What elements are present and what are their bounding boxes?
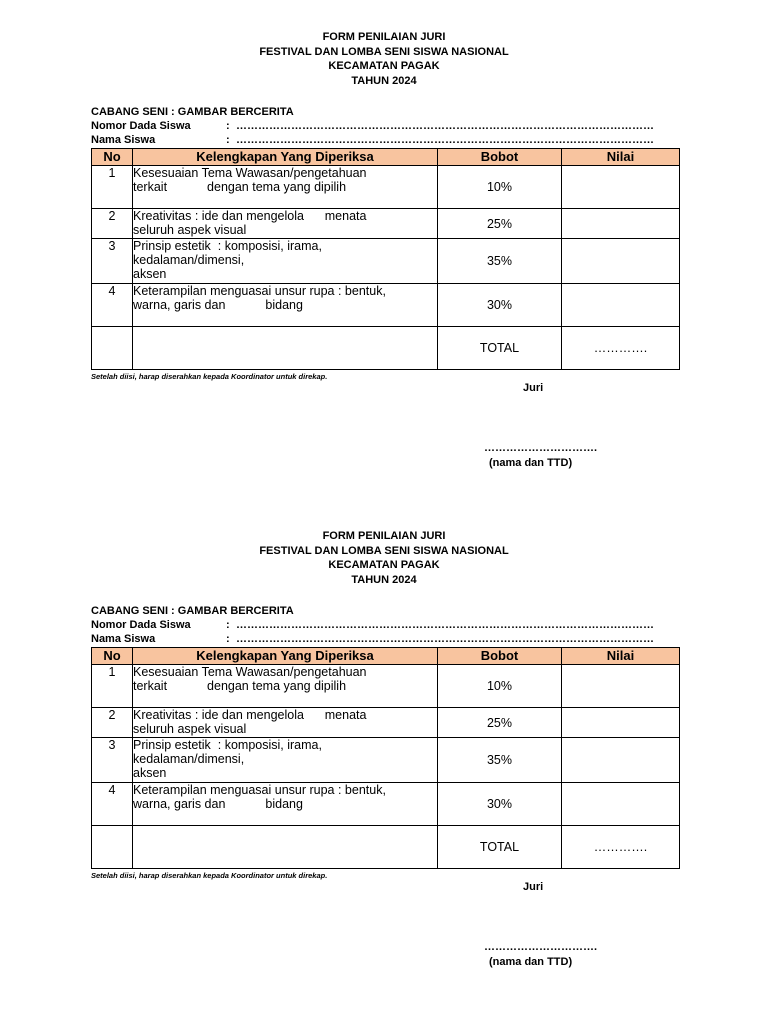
table-header-row: [92, 648, 680, 665]
criteria-line: [133, 679, 437, 693]
table-row: [92, 209, 680, 239]
total-row: [92, 826, 680, 869]
assessment-table: [91, 647, 680, 869]
criteria-line: Kesesuaian Tema Wawasan/pengetahuan: [133, 166, 367, 180]
table-row: [92, 708, 680, 738]
row-no: 3: [92, 239, 133, 284]
row-criteria: [133, 708, 438, 738]
student-name-label: Nama Siswa: [91, 134, 156, 146]
criteria-line: seluruh aspek visual: [133, 722, 247, 736]
criteria-text: terkait: [133, 180, 168, 194]
header-no: No: [92, 648, 133, 665]
row-nilai-cell[interactable]: [562, 738, 680, 783]
student-number-label: Nomor Dada Siswa: [91, 120, 191, 132]
row-nilai-cell[interactable]: [562, 783, 680, 826]
row-criteria: [133, 209, 438, 239]
colon: :: [226, 633, 230, 645]
table-row: [92, 239, 680, 284]
criteria-text: dengan tema yang dipilih: [207, 180, 347, 194]
submission-note: Setelah diisi, harap diserahkan kepada Koordinator untuk direkap.: [91, 372, 328, 381]
criteria-line: [133, 298, 437, 312]
festival-title: FESTIVAL DAN LOMBA SENI SISWA NASIONAL: [259, 544, 509, 557]
signature-caption: (nama dan TTD): [489, 956, 573, 968]
criteria-line: [133, 797, 437, 811]
signature-line[interactable]: ………………………….: [484, 941, 598, 953]
juri-label: Juri: [523, 881, 544, 893]
header-item: Kelengkapan Yang Diperiksa: [133, 149, 438, 166]
row-bobot: 25%: [438, 209, 562, 239]
criteria-text: bidang: [265, 298, 303, 312]
row-nilai-cell[interactable]: [562, 665, 680, 708]
student-number-field[interactable]: ……………………………………………………………………………………………………: [236, 120, 654, 132]
festival-title: FESTIVAL DAN LOMBA SENI SISWA NASIONAL: [259, 45, 509, 58]
row-no: 4: [92, 284, 133, 327]
criteria-line: Keterampilan menguasai unsur rupa : bentuk,: [133, 783, 386, 797]
criteria-line: Prinsip estetik : komposisi, irama,: [133, 738, 322, 752]
header-nilai: Nilai: [562, 149, 680, 166]
table-header-row: [92, 149, 680, 166]
signature-line[interactable]: ………………………….: [484, 442, 598, 454]
row-criteria: [133, 239, 438, 284]
criteria-line: Kreativitas : ide dan mengelola menata: [133, 708, 367, 722]
header-item: Kelengkapan Yang Diperiksa: [133, 648, 438, 665]
row-nilai-cell[interactable]: [562, 239, 680, 284]
header-nilai: Nilai: [562, 648, 680, 665]
table-row: [92, 284, 680, 327]
colon: :: [226, 619, 230, 631]
criteria-line: [133, 180, 437, 194]
row-bobot: 35%: [438, 239, 562, 284]
student-name-field[interactable]: ……………………………………………………………………………………………………: [236, 134, 654, 146]
art-branch: CABANG SENI : GAMBAR BERCERITA: [91, 605, 294, 617]
art-branch: CABANG SENI : GAMBAR BERCERITA: [91, 106, 294, 118]
row-no: 4: [92, 783, 133, 826]
juri-label: Juri: [523, 382, 544, 394]
row-no: 1: [92, 665, 133, 708]
table-row: [92, 738, 680, 783]
total-label: TOTAL: [438, 327, 562, 370]
row-no: 2: [92, 209, 133, 239]
total-empty-cell: [92, 826, 133, 869]
row-bobot: 30%: [438, 284, 562, 327]
criteria-line: aksen: [133, 267, 167, 281]
criteria-line: kedalaman/dimensi,: [133, 752, 245, 766]
student-number-row: [91, 119, 654, 133]
criteria-text: terkait: [133, 679, 168, 693]
student-number-field[interactable]: ……………………………………………………………………………………………………: [236, 619, 654, 631]
criteria-text: bidang: [265, 797, 303, 811]
student-name-label: Nama Siswa: [91, 633, 156, 645]
year-title: TAHUN 2024: [351, 74, 417, 87]
row-no: 1: [92, 166, 133, 209]
district-title: KECAMATAN PAGAK: [328, 60, 440, 72]
criteria-line: Prinsip estetik : komposisi, irama,: [133, 239, 322, 253]
row-nilai-cell[interactable]: [562, 708, 680, 738]
row-nilai-cell[interactable]: [562, 166, 680, 209]
row-no: 3: [92, 738, 133, 783]
colon: :: [226, 134, 230, 146]
criteria-line: Kreativitas : ide dan mengelola menata: [133, 209, 367, 223]
assessment-table: [91, 148, 680, 370]
student-number-label: Nomor Dada Siswa: [91, 619, 191, 631]
form-header: [0, 529, 768, 587]
total-row: [92, 327, 680, 370]
row-criteria: [133, 738, 438, 783]
table-row: [92, 166, 680, 209]
table-row: [92, 783, 680, 826]
form-title: FORM PENILAIAN JURI: [322, 31, 446, 43]
student-name-field[interactable]: ……………………………………………………………………………………………………: [236, 633, 654, 645]
table-row: [92, 665, 680, 708]
criteria-line: seluruh aspek visual: [133, 223, 247, 237]
student-number-row: [91, 618, 654, 632]
header-no: No: [92, 149, 133, 166]
signature-caption: (nama dan TTD): [489, 457, 573, 469]
row-criteria: [133, 166, 438, 209]
criteria-line: Kesesuaian Tema Wawasan/pengetahuan: [133, 665, 367, 679]
criteria-line: kedalaman/dimensi,: [133, 253, 245, 267]
row-nilai-cell[interactable]: [562, 209, 680, 239]
submission-note: Setelah diisi, harap diserahkan kepada Koordinator untuk direkap.: [91, 871, 328, 880]
student-info: [91, 604, 654, 646]
row-criteria: [133, 284, 438, 327]
total-value[interactable]: ………….: [562, 826, 680, 869]
criteria-line: Keterampilan menguasai unsur rupa : bentuk,: [133, 284, 386, 298]
criteria-text: dengan tema yang dipilih: [207, 679, 347, 693]
colon: :: [226, 120, 230, 132]
district-title: KECAMATAN PAGAK: [328, 559, 440, 571]
row-bobot: 30%: [438, 783, 562, 826]
row-criteria: [133, 783, 438, 826]
row-bobot: 10%: [438, 665, 562, 708]
total-empty-cell: [133, 826, 438, 869]
row-criteria: [133, 665, 438, 708]
student-name-row: [91, 632, 654, 646]
criteria-text: warna, garis dan: [133, 797, 226, 811]
criteria-line: aksen: [133, 766, 167, 780]
assessment-form-2: [0, 499, 768, 999]
student-name-row: [91, 133, 654, 147]
header-bobot: Bobot: [438, 149, 562, 166]
row-bobot: 10%: [438, 166, 562, 209]
row-bobot: 25%: [438, 708, 562, 738]
total-label: TOTAL: [438, 826, 562, 869]
total-value[interactable]: ………….: [562, 327, 680, 370]
student-info: [91, 105, 654, 147]
criteria-text: warna, garis dan: [133, 298, 226, 312]
row-no: 2: [92, 708, 133, 738]
row-bobot: 35%: [438, 738, 562, 783]
assessment-form-1: [0, 0, 768, 500]
total-empty-cell: [92, 327, 133, 370]
row-nilai-cell[interactable]: [562, 284, 680, 327]
year-title: TAHUN 2024: [351, 573, 417, 586]
form-header: [0, 30, 768, 88]
header-bobot: Bobot: [438, 648, 562, 665]
form-title: FORM PENILAIAN JURI: [322, 530, 446, 542]
total-empty-cell: [133, 327, 438, 370]
